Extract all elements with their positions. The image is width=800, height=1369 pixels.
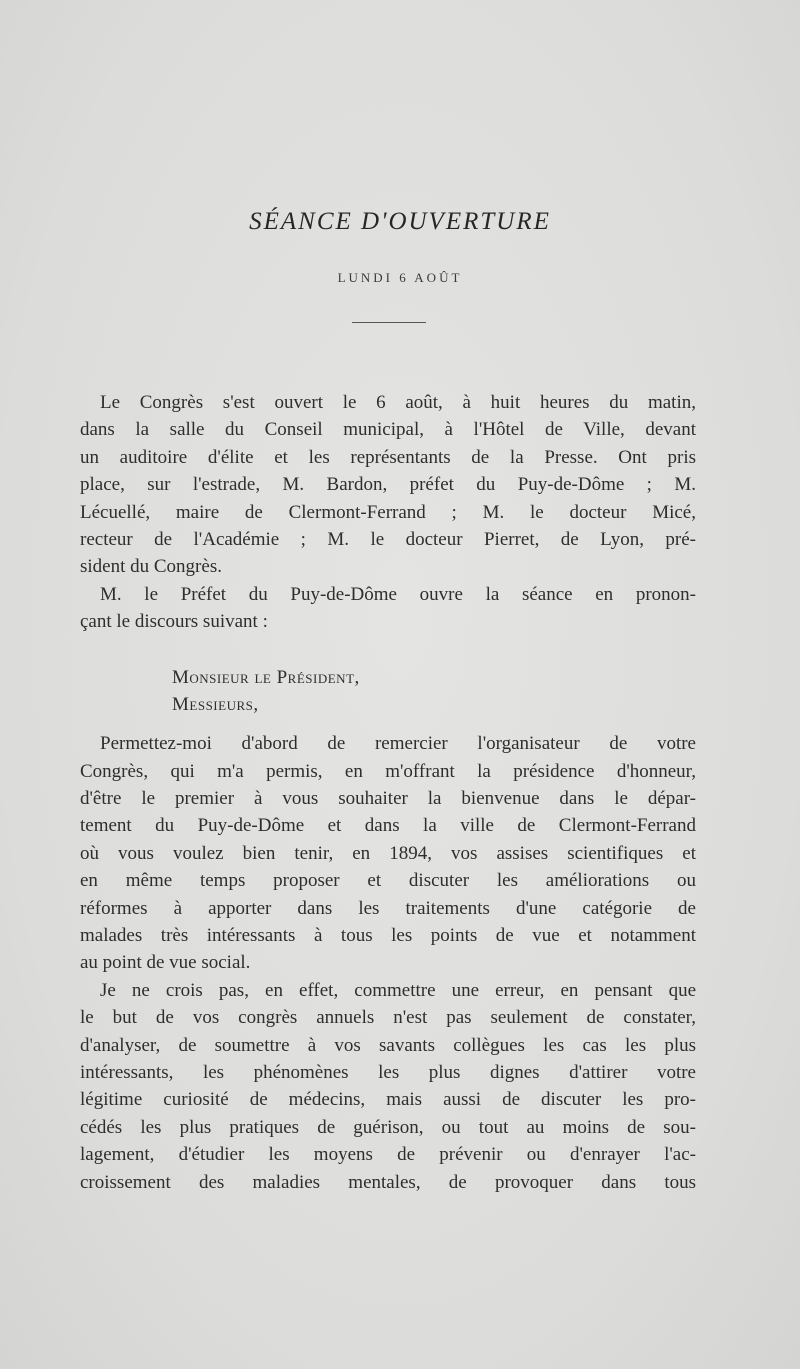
text-line: dans la salle du Conseil municipal, à l'Hôtel de Ville, devant bbox=[80, 419, 696, 441]
text-line: Lécuellé, maire de Clermont-Ferrand ; M. le docteur Micé, bbox=[80, 501, 696, 523]
text-line: d'être le premier à vous souhaiter la bienvenue dans le dépar- bbox=[80, 788, 696, 810]
salutation bbox=[80, 664, 696, 719]
text-line: Le Congrès s'est ouvert le 6 août, à huit heures du matin, bbox=[100, 392, 696, 413]
salutation-line: Monsieur le Président, bbox=[172, 666, 360, 688]
page-title: SÉANCE D'OUVERTURE bbox=[249, 208, 551, 235]
text-line: au point de vue social. bbox=[80, 952, 251, 974]
text-line: le but de vos congrès annuels n'est pas seulement de constater, bbox=[80, 1007, 696, 1029]
text-line: d'analyser, de soumettre à vos savants collègues les cas les plus bbox=[80, 1034, 696, 1056]
text-line: croissement des maladies mentales, de provoquer dans tous bbox=[80, 1171, 696, 1193]
text-line: M. le Préfet du Puy-de-Dôme ouvre la séance en pronon- bbox=[100, 583, 696, 605]
session-date: LUNDI 6 AOÛT bbox=[337, 270, 463, 285]
text-line: çant le discours suivant : bbox=[80, 611, 268, 633]
text-line: en même temps proposer et discuter les améliorations ou bbox=[80, 870, 696, 892]
paragraph-speech-2 bbox=[80, 977, 696, 1196]
text-line: Je ne crois pas, en effet, commettre une erreur, en pensant que bbox=[100, 979, 696, 1001]
salutation-line: Messieurs, bbox=[172, 693, 259, 715]
paragraph-speech-1 bbox=[80, 730, 696, 977]
text-line: où vous voulez bien tenir, en 1894, vos assises scientifiques et bbox=[80, 842, 696, 864]
text-line: cédés les plus pratiques de guérison, ou tout au moins de sou- bbox=[80, 1116, 696, 1138]
paragraph-opening bbox=[80, 389, 696, 581]
text-line: sident du Congrès. bbox=[80, 556, 222, 578]
text-line: légitime curiosité de médecins, mais aussi de discuter les pro- bbox=[80, 1089, 696, 1111]
text-line: un auditoire d'élite et les représentants de la Presse. Ont pris bbox=[80, 446, 696, 468]
body-text bbox=[80, 389, 696, 1196]
text-line: recteur de l'Académie ; M. le docteur Pierret, de Lyon, pré- bbox=[80, 528, 696, 550]
text-line: place, sur l'estrade, M. Bardon, préfet du Puy-de-Dôme ; M. bbox=[80, 474, 696, 496]
title-divider bbox=[352, 322, 426, 323]
text-line: lagement, d'étudier les moyens de prévenir ou d'enrayer l'ac- bbox=[80, 1144, 696, 1166]
text-line: Congrès, qui m'a permis, en m'offrant la présidence d'honneur, bbox=[80, 760, 696, 782]
text-line: tement du Puy-de-Dôme et dans la ville de Clermont-Ferrand bbox=[80, 815, 696, 837]
text-line: Permettez-moi d'abord de remercier l'organisateur de votre bbox=[100, 733, 696, 755]
text-line: intéressants, les phénomènes les plus dignes d'attirer votre bbox=[80, 1061, 696, 1083]
paragraph-prefet bbox=[80, 581, 696, 636]
text-line: malades très intéressants à tous les points de vue et notamment bbox=[80, 925, 696, 947]
text-line: réformes à apporter dans les traitements d'une catégorie de bbox=[80, 897, 696, 919]
